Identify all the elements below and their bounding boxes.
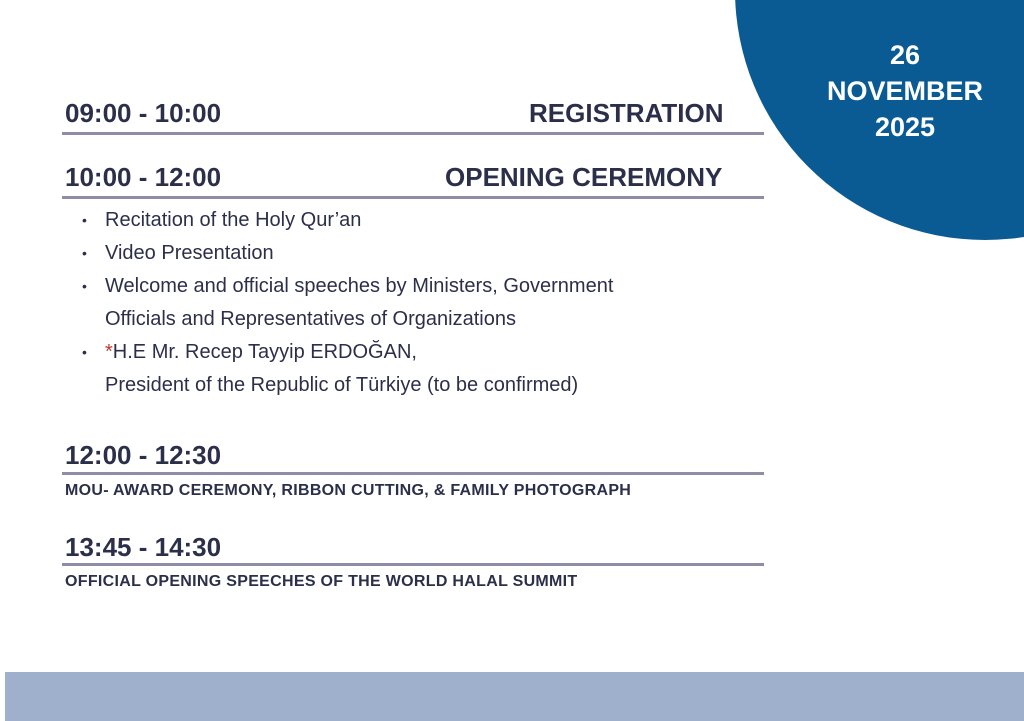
- list-item-text: Recitation of the Holy Qur’an: [105, 209, 362, 231]
- divider-rule: [62, 472, 764, 475]
- list-item: [82, 336, 782, 402]
- list-item-continuation: President of the Republic of Türkiye (to be confirmed): [105, 374, 579, 396]
- slot-time: 13:45 - 14:30: [65, 532, 222, 562]
- slot-time: 10:00 - 12:00: [65, 162, 222, 192]
- bullet-icon: •: [82, 344, 87, 360]
- list-item-text: Video Presentation: [105, 242, 274, 264]
- bullet-icon: •: [82, 245, 87, 261]
- slot-title: OPENING CEREMONY: [445, 162, 723, 192]
- list-item-text: H.E Mr. Recep Tayyip ERDOĞAN,: [112, 341, 417, 363]
- bullet-icon: •: [82, 212, 87, 228]
- slot-time: 12:00 - 12:30: [65, 440, 222, 470]
- date-year: 2025: [874, 112, 936, 142]
- list-item: [82, 204, 782, 237]
- bullet-icon: •: [82, 278, 87, 294]
- list-item: [82, 237, 782, 270]
- divider-rule: [62, 563, 764, 566]
- opening-ceremony-list: [82, 204, 782, 402]
- slot-caption: OFFICIAL OPENING SPEECHES OF THE WORLD HALAL SUMMIT: [65, 573, 578, 590]
- list-item: [82, 270, 782, 336]
- date-month: NOVEMBER: [826, 76, 983, 106]
- footer-bar: [5, 672, 1024, 721]
- divider-rule: [62, 132, 764, 135]
- list-item-continuation: Officials and Representatives of Organizations: [105, 308, 516, 330]
- slot-caption: MOU- AWARD CEREMONY, RIBBON CUTTING, & FAMILY PHOTOGRAPH: [65, 482, 632, 499]
- slot-title: REGISTRATION: [529, 98, 724, 128]
- divider-rule: [62, 196, 764, 199]
- date-day: 26: [889, 40, 921, 70]
- slot-time: 09:00 - 10:00: [65, 98, 222, 128]
- list-item-text: Welcome and official speeches by Ministers, Government: [105, 275, 614, 297]
- asterisk-mark: *: [105, 341, 113, 363]
- date-block: [800, 37, 1010, 145]
